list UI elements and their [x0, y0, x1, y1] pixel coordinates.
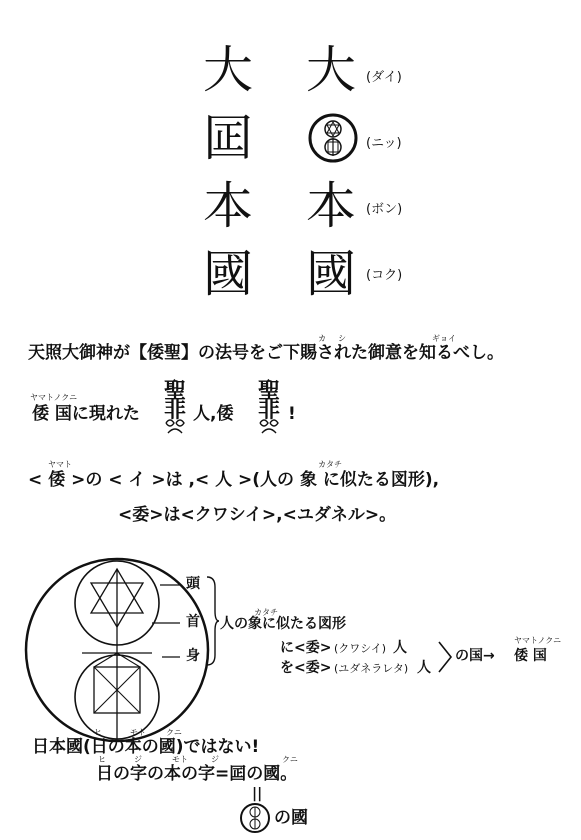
- line3-furigana-katachi: カタチ: [318, 460, 342, 469]
- diagram-arrow-text: の国→: [455, 648, 495, 664]
- bottom-line1-furigana-hi: ヒ: [94, 728, 102, 737]
- stack-char-mid-2: 非: [258, 397, 281, 423]
- line3-furigana-yamato: ヤマト: [48, 460, 72, 469]
- diagram-desc1: 人の象に似たる図形: [220, 616, 346, 632]
- line1-text: 天照大御神が【倭聖】の法号をご下賜された御意を知るべし。: [28, 343, 504, 363]
- label-neck: 首: [186, 614, 200, 630]
- line2-furigana: ヤマトノクニ: [30, 393, 78, 402]
- bottom-line2-furigana-kuni: クニ: [282, 755, 298, 764]
- line2-part1: 倭 国に現れた: [32, 404, 140, 424]
- line2-part2: 人,倭: [193, 404, 234, 424]
- title-left-char-2: 囸: [203, 109, 253, 167]
- title-right-char-4: 國: [306, 245, 356, 303]
- diagram-furigana-katachi: カタチ: [254, 608, 278, 617]
- bottom-equals: ||: [252, 786, 263, 802]
- bottom-line2-furigana-moto: モト: [172, 755, 188, 764]
- stack-swirl-icon: [258, 419, 280, 437]
- line1-furigana-gyoi: ギョイ: [432, 334, 456, 343]
- diagram-desc3-c: 人: [417, 660, 431, 676]
- reading-2: (ニッ): [366, 136, 402, 151]
- diagram-desc2-a: に<委>: [280, 640, 332, 656]
- bottom-line1-furigana-moto: モト: [130, 728, 146, 737]
- title-left-char-3: 本: [203, 177, 253, 235]
- label-head: 頭: [186, 576, 200, 592]
- reading-3: (ボン): [366, 202, 403, 217]
- line4-text: <委>は<クワシイ>,<ユダネル>。: [118, 505, 397, 525]
- bottom-line1: 日本國(日の本の國)ではない!: [32, 737, 260, 757]
- bottom-line1-furigana-kuni: クニ: [166, 728, 182, 737]
- bottom-line2: 日の字の本の字=囸の國。: [96, 764, 298, 784]
- bottom-line2-furigana-ji2: ジ: [211, 755, 219, 764]
- line3-text: < 倭 >の < イ >は ,< 人 >(人の 象 に似たる図形),: [28, 470, 440, 490]
- stack-char-top-2: 聖: [258, 378, 281, 404]
- bottom-line2-furigana-ji: ジ: [134, 755, 142, 764]
- label-body: 身: [186, 648, 200, 664]
- line1-furigana-shi: シ: [338, 334, 346, 343]
- reading-4: (コク): [366, 268, 403, 283]
- diagram-desc2-c: 人: [393, 640, 407, 656]
- line2-part3: !: [288, 404, 296, 424]
- diagram-desc3-a: を<委>: [280, 660, 332, 676]
- sun-emblem-icon: [308, 112, 358, 164]
- bottom-emblem-text: の國: [274, 808, 308, 828]
- diagram-desc2-b: (クワシイ): [334, 642, 387, 655]
- title-left-char-1: 大: [203, 41, 253, 99]
- bottom-line2-furigana-hi: ヒ: [98, 755, 106, 764]
- reading-1: (ダイ): [366, 70, 402, 85]
- angle-bracket-icon: [437, 640, 453, 674]
- diagram-result-furigana: ヤマトノクニ: [514, 636, 562, 645]
- title-right-char-3: 本: [306, 177, 356, 235]
- stack-swirl-icon: [164, 419, 186, 437]
- stack-char-mid-1: 非: [164, 397, 187, 423]
- diagram-desc3-b: (ユダネラレタ): [334, 662, 409, 675]
- right-brace-icon: [205, 575, 219, 667]
- sun-emblem-icon: [240, 802, 270, 834]
- diagram-result: 倭 国: [514, 648, 547, 664]
- human-figure-diagram: [22, 555, 212, 745]
- title-right-char-1: 大: [306, 41, 356, 99]
- title-left-char-4: 國: [203, 245, 253, 303]
- line1-furigana-ka: カ: [318, 334, 326, 343]
- stack-char-top-1: 聖: [164, 378, 187, 404]
